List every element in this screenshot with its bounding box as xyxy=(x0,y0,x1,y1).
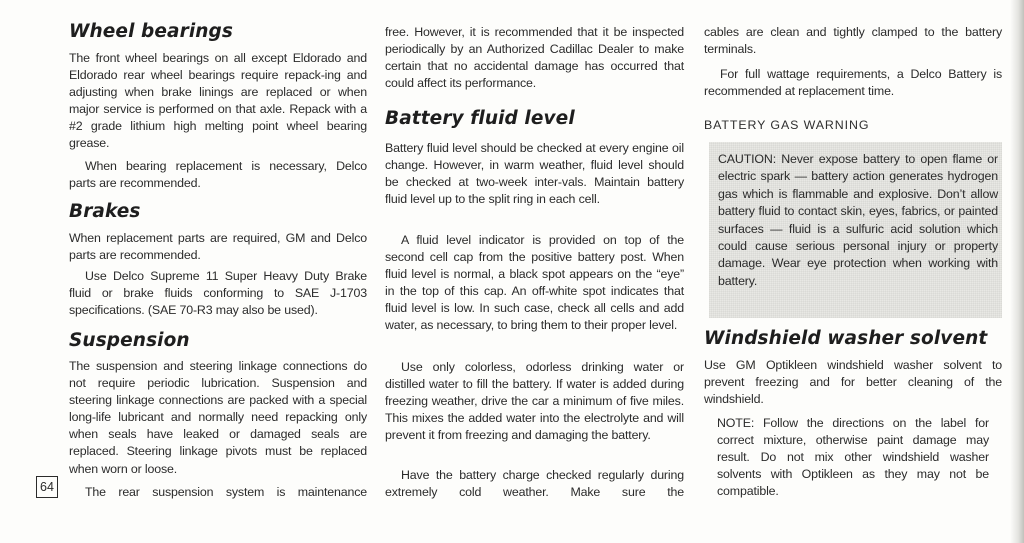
battery-fluid-paragraph-4: Have the battery charge checked regularly during extremely cold weather. Make sure the xyxy=(385,468,684,500)
heading-brakes: Brakes xyxy=(69,201,141,222)
page-number: 64 xyxy=(36,476,58,498)
brakes-paragraph-1: When replacement parts are required, GM and Delco parts are recommended. xyxy=(69,231,367,263)
suspension-paragraph-1: The suspension and steering linkage connections do not require periodic lubrication. Suspension and steering linkage connections are packed with a special long-life lubricant and normally need repacking only when seals have leaked or damaged seals are replaced. Steering linkage pivots must be replaced when worn or loose. xyxy=(69,359,367,476)
washer-note: NOTE: Follow the directions on the label for correct mixture, otherwise paint damage may result. Do not mix other windshield washer solvents with Optikleen as they may not be compatible. xyxy=(717,416,989,499)
suspension-continuation: free. However, it is recommended that it be inspected periodically by an Authorized Cadillac Dealer to make certain that no accidental damage has occurred that could affect its performance. xyxy=(385,25,684,91)
battery-fluid-paragraph-3: Use only colorless, odorless drinking water or distilled water to fill the battery. If water is added during freezing weather, drive the car a minimum of five miles. This mixes the added water into the electrolyte and will prevent it from freezing and damaging the battery. xyxy=(385,360,684,443)
wheel-bearings-paragraph-1: The front wheel bearings on all except Eldorado and Eldorado rear wheel bearings require repack-ing and adjusting when brake linings are replaced or when major service is performed on that axle. Repack with a #2 grade lithium high melting point wheel bearing grease. xyxy=(69,51,367,151)
heading-windshield-washer-solvent: Windshield washer solvent xyxy=(704,328,988,349)
caution-text: CAUTION: Never expose battery to open flame or electric spark — battery action generates hydrogen gas which is flammable and explosive. Don’t allow battery fluid to contact skin, eyes, fabrics, or painted surfaces — fluid is a sulfuric acid solution which could cause serious personal injury or property damage. Wear eye protection when working with battery. xyxy=(718,152,998,288)
brakes-paragraph-2: Use Delco Supreme 11 Super Heavy Duty Brake fluid or brake fluids conforming to SAE J-1703 specifications. (SAE 70-R3 may also be used). xyxy=(69,269,367,318)
caution-box xyxy=(709,142,1002,318)
wheel-bearings-paragraph-2: When bearing replacement is necessary, Delco parts are recommended. xyxy=(69,159,367,191)
heading-wheel-bearings: Wheel bearings xyxy=(69,21,234,42)
heading-battery-fluid-level: Battery fluid level xyxy=(385,108,575,129)
battery-fluid-paragraph-2: A fluid level indicator is provided on top of the second cell cap from the positive battery post. When fluid level is normal, a black spot appears on the “eye” in the top of this cap. An off-white spot indicates that fluid level is low. In such case, check all cells and add water, as necessary, to bring them to their proper level. xyxy=(385,233,684,333)
page-edge-shadow xyxy=(1010,0,1024,543)
heading-suspension: Suspension xyxy=(69,330,190,351)
washer-paragraph-1: Use GM Optikleen windshield washer solvent to prevent freezing and for better cleaning of the windshield. xyxy=(704,358,1002,407)
battery-gas-warning-label: BATTERY GAS WARNING xyxy=(704,118,870,132)
wattage-paragraph: For full wattage requirements, a Delco Battery is recommended at replacement time. xyxy=(704,67,1002,99)
battery-fluid-paragraph-1: Battery fluid level should be checked at every engine oil change. However, in warm weather, fluid level should be checked at two-week inter-vals. Maintain battery fluid level up to the split ring in each cell. xyxy=(385,141,684,207)
battery-continuation: cables are clean and tightly clamped to the battery terminals. xyxy=(704,25,1002,57)
suspension-paragraph-2: The rear suspension system is maintenance xyxy=(85,485,367,499)
